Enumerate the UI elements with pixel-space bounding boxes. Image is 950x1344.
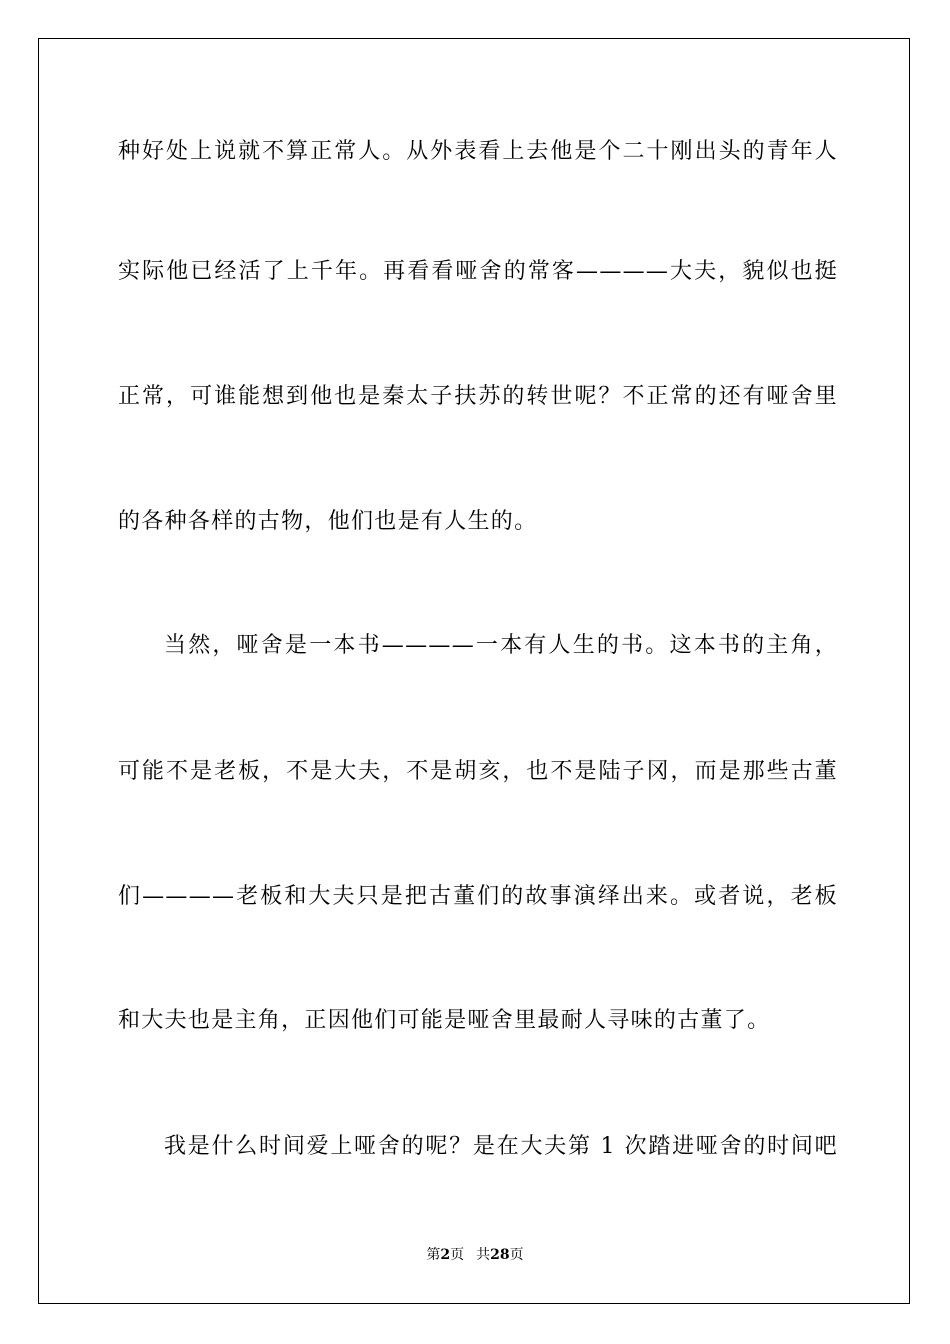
text-line-8: 和大夫也是主角，正因他们可能是哑舍里最耐人寻味的古董了。 <box>118 1008 771 1033</box>
text-line-3: 正常，可谁能想到他也是秦太子扶苏的转世呢？不正常的还有哑舍里 <box>118 384 838 409</box>
page-footer <box>0 1246 950 1264</box>
footer-page-number: 2 <box>440 1247 451 1263</box>
text-line-7: 们————老板和大夫只是把古董们的故事演绎出来。或者说，老板 <box>118 884 838 909</box>
text-line-4: 的各种各样的古物，他们也是有人生的。 <box>118 509 538 534</box>
paragraph-3-line-1: 我是什么时间爱上哑舍的呢？是在大夫第 1 次踏进哑舍的时间吧 <box>164 1134 838 1159</box>
page-border <box>38 38 910 1304</box>
text-line-1: 种好处上说就不算正常人。从外表看上去他是个二十刚出头的青年人 <box>118 139 838 164</box>
footer-total-suffix: 页 <box>509 1247 524 1263</box>
footer-page-suffix: 页 <box>450 1247 465 1263</box>
text-line-2: 实际他已经活了上千年。再看看哑舍的常客————大夫，貌似也挺 <box>118 259 838 284</box>
paragraph-2-line-1: 当然，哑舍是一本书————一本有人生的书。这本书的主角， <box>164 633 838 658</box>
text-line-6: 可能不是老板，不是大夫，不是胡亥，也不是陆子冈，而是那些古董 <box>118 759 838 784</box>
footer-page-prefix: 第 <box>426 1247 441 1263</box>
footer-total-pages: 28 <box>490 1247 510 1263</box>
footer-total-prefix: 共 <box>476 1247 491 1263</box>
